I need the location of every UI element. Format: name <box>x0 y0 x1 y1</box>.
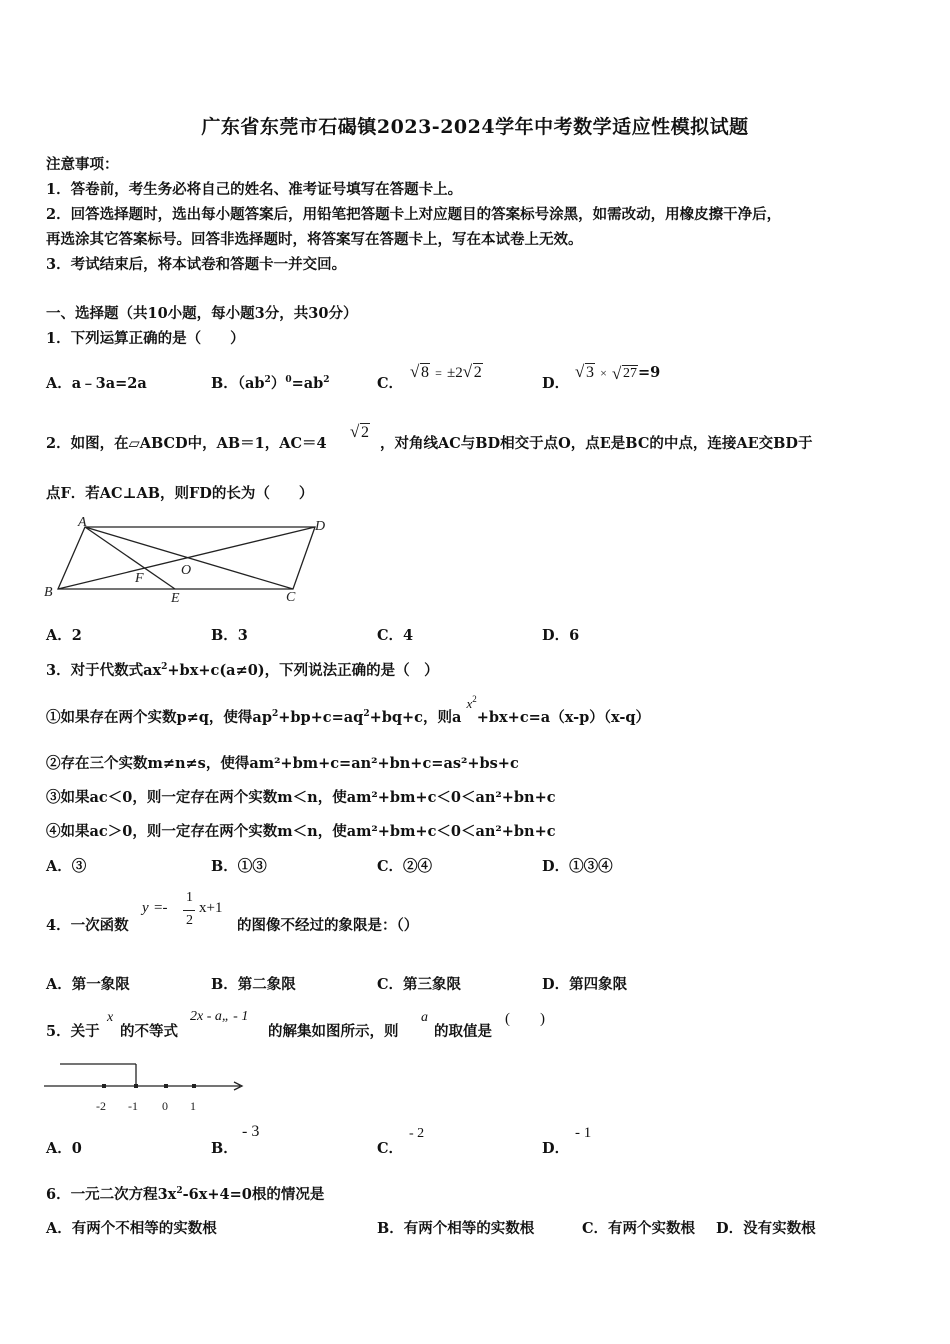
q1-option-c-label: C． <box>377 375 404 392</box>
notice-item-3: 3．考试结束后，将本试卷和答题卡一并交回。 <box>46 256 347 273</box>
notice-item-2b: 再选涂其它答案标号。回答非选择题时，将答案写在答题卡上，写在本试卷上无效。 <box>46 231 583 248</box>
q3-statement-1: ①如果存在两个实数p≠q，使得$ap^2+bp+c=aq^2+bq+c$，则a $x^2+bx+c=a(x-p)(x-q)$ <box>46 694 651 726</box>
q3-option-c: C．②④ <box>377 858 433 875</box>
q5-option-d-label: D． <box>542 1140 570 1157</box>
q4-formula: y =- 1 2 x+1 <box>142 890 223 928</box>
q2-option-b: B．3 <box>211 627 248 644</box>
q5-option-b-label: B． <box>211 1140 238 1157</box>
q4-option-a: A．第一象限 <box>46 976 130 993</box>
q5-stem-pre: 5．关于 <box>46 1023 100 1040</box>
tick-label-minus-1: -1 <box>128 1099 138 1113</box>
q4-stem-post: 的图像不经过的象限是：（） <box>237 917 419 934</box>
q5-option-c-label: C． <box>377 1140 404 1157</box>
q1-option-d-label: D． <box>542 375 570 392</box>
q6-option-a: A．有两个不相等的实数根 <box>46 1220 217 1237</box>
q1-option-c-formula: √ 8 = ±2√ 2 <box>410 362 483 382</box>
q5-option-c-value: - 2 <box>409 1126 425 1141</box>
q3-option-a: A．③ <box>46 858 87 875</box>
tick-minus-1 <box>134 1084 138 1088</box>
q2-option-d: D．6 <box>542 627 580 644</box>
tick-1 <box>192 1084 196 1088</box>
tick-minus-2 <box>102 1084 106 1088</box>
number-line-figure <box>40 1058 250 1116</box>
q4-option-d: D．第四象限 <box>542 976 628 993</box>
q5-inequality: 2x - a„ - 1 <box>190 1009 249 1024</box>
q4-stem-pre: 4．一次函数 <box>46 917 129 934</box>
q5-option-d-value: - 1 <box>575 1125 592 1141</box>
q3-option-d: D．①③④ <box>542 858 613 875</box>
q5-option-a: A．0 <box>46 1140 82 1157</box>
tick-label-0: 0 <box>162 1099 168 1113</box>
label-o: O <box>181 563 192 578</box>
parallelogram-figure <box>40 513 340 608</box>
q2-stem-b: ，对角线AC与BD相交于点O，点E是BC的中点，连接AE交BD于 <box>380 435 813 452</box>
q1-option-b: B．$(ab^2)^0=ab^2$ <box>211 375 330 392</box>
label-a: A <box>78 515 87 530</box>
q6-option-d: D．没有实数根 <box>716 1220 816 1237</box>
q3-stem: 3．对于代数式$ax^2+bx+c(a\ne 0)$，下列说法正确的是（ ） <box>46 662 439 679</box>
q6-stem: 6．一元二次方程$3x^2-6x+4=0$根的情况是 <box>46 1186 325 1203</box>
q2-option-c: C．4 <box>377 627 414 644</box>
q6-option-b: B．有两个相等的实数根 <box>377 1220 535 1237</box>
q3-statement-3: ③如果ac＜0，则一定存在两个实数m＜n，使am²+bm+c＜0＜an²+bn+c <box>46 789 556 806</box>
q2-sqrt: √ 2 <box>350 422 370 442</box>
q2-stem-c: 点F．若AC⊥AB，则FD的长为（ ） <box>46 485 314 502</box>
label-d: D <box>315 519 326 534</box>
q5-stem-mid: 的不等式 <box>120 1023 178 1040</box>
label-e: E <box>171 591 180 606</box>
label-c: C <box>286 590 296 605</box>
q3-statement-4: ④如果ac＞0，则一定存在两个实数m＜n，使am²+bm+c＜0＜an²+bn+c <box>46 823 556 840</box>
section-heading: 一、选择题（共10小题，每小题3分，共30分） <box>46 305 358 322</box>
q2-stem-a: 2．如图，在▱ABCD中，AB＝1，AC＝4 <box>46 435 327 452</box>
notice-item-2a: 2．回答选择题时，选出每小题答案后，用铅笔把答题卡上对应题目的答案标号涂黑，如需改动，用橡皮擦干净后， <box>46 206 782 223</box>
q5-option-b-value: - 3 <box>242 1123 260 1140</box>
q5-stem-mid2: 的解集如图所示，则 <box>268 1023 399 1040</box>
diagonal-bd <box>58 527 315 589</box>
q1-option-a: A．a﹣3a=2a <box>46 375 147 392</box>
q5-var-x: x <box>107 1010 114 1025</box>
page-title: 广东省东莞市石碣镇2023-2024学年中考数学适应性模拟试题 <box>201 116 749 138</box>
q2-option-a: A．2 <box>46 627 82 644</box>
label-f: F <box>135 571 144 586</box>
tick-label-1: 1 <box>190 1099 196 1113</box>
q5-var-a: a <box>421 1010 428 1025</box>
label-b: B <box>44 585 53 600</box>
tick-0 <box>164 1084 168 1088</box>
q3-statement-2: ②存在三个实数m≠n≠s，使得am²+bm+c=an²+bn+c=as²+bs+c <box>46 755 519 772</box>
notice-heading: 注意事项： <box>46 156 119 173</box>
q4-option-c: C．第三象限 <box>377 976 462 993</box>
notice-item-1: 1．答卷前，考生务必将自己的姓名、准考证号填写在答题卡上。 <box>46 181 463 198</box>
q4-option-b: B．第二象限 <box>211 976 296 993</box>
q5-stem-post: 的取值是 <box>434 1023 492 1040</box>
tick-label-minus-2: -2 <box>96 1099 106 1113</box>
q1-stem: 1．下列运算正确的是（ ） <box>46 330 245 347</box>
q6-option-c: C．有两个实数根 <box>582 1220 696 1237</box>
q3-option-b: B．①③ <box>211 858 267 875</box>
q1-option-d-formula: √ 3 × √ 27=9 <box>575 362 660 382</box>
q5-answer-paren: ( ) <box>505 1011 545 1027</box>
